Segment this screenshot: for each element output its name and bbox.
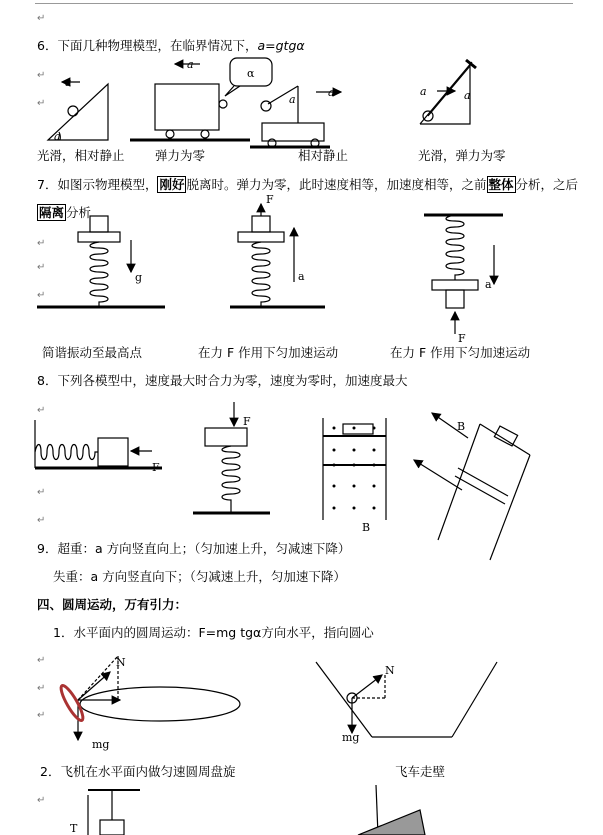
q7-box-zheng-ti: 整体 [488,177,514,192]
paragraph-mark: ↵ [37,515,46,526]
q7-caption-2: 在力 F 作用下匀加速运动 [198,345,339,360]
section4-item2-right: 飞车走壁 [395,764,446,779]
paragraph-mark: ↵ [37,487,46,498]
q8-label-F2: F [243,415,251,428]
q8-label-B1: B [362,521,371,534]
q6-title-text: 6．下面几种物理模型，在临界情况下， [37,38,258,53]
s4-label-T: T [70,822,78,835]
q6-formula: a=gtgα [257,38,305,53]
q6-label-a2: a [187,58,194,71]
q6-caption-3: 相对静止 [298,148,349,163]
paragraph-mark: ↵ [37,70,46,81]
q7-label-F2: F [458,332,466,345]
paragraph-mark: ↵ [37,405,46,416]
paragraph-mark: ↵ [37,683,46,694]
q7-hanging-spring-diagram [424,215,503,334]
q7-spring-block-diagram-2 [230,204,325,307]
q8-rails-field-diagram [323,418,386,520]
q6-caption-1: 光滑，相对静止 [37,148,125,163]
s4-label-mg2: mg [342,731,360,744]
s4-wall-ride-diagram [358,785,425,835]
q6-label-a3: a [328,86,335,99]
item1-alpha: α [253,625,262,640]
q7-label-g: g [135,271,143,284]
s4-conical-pendulum-diagram [58,656,240,740]
q7-title-pre: 7．如图示物理模型， [37,177,158,192]
q7-box-gang-hao: 刚好 [159,177,185,192]
q7-label-F1: F [266,193,274,206]
q6-label-a4: a [420,85,427,98]
q9-line1: 9．超重：a 方向竖直向上；（匀加速上升，匀减速下降） [37,541,351,556]
q6-label-alpha2: α [247,67,255,80]
q7-title-mid: 脱离时。弹力为零，此时速度相等，加速度相等，之前 [186,177,487,192]
q6-label-a1: a [65,76,72,89]
paragraph-mark: ↵ [37,710,46,721]
q9-line2: 失重：a 方向竖直向下；（匀减速上升，匀加速下降） [53,569,346,584]
q7-label-a2: a [485,278,492,291]
s4-label-N1: N [116,656,126,669]
paragraph-mark: ↵ [37,98,46,109]
paragraph-mark: ↵ [37,655,46,666]
q7-title-post: 分析，之后 [515,177,579,192]
s4-ball-in-cone-diagram [316,662,497,737]
q7-caption-3: 在力 F 作用下匀加速运动 [390,345,531,360]
q8-label-B2: B [457,420,466,433]
q6-label-alpha1: a [54,130,61,143]
q7-label-a1: a [298,270,305,283]
section4-heading: 四、圆周运动，万有引力： [37,597,188,612]
q7-box-ge-li: 隔离 [39,205,65,220]
paragraph-mark: ↵ [37,13,46,24]
q8-inclined-rails-diagram [414,413,530,560]
q8-vertical-spring-diagram [193,402,270,513]
q7-title-end: 分析 [66,205,92,220]
q7-caption-1: 简谐振动至最高点 [42,345,143,360]
s4-label-mg1: mg [92,738,110,751]
q8-label-F1: F [152,461,160,474]
paragraph-mark: ↵ [37,238,46,249]
q8-title: 8．下列各模型中，速度最大时合力为零，速度为零时，加速度最大 [37,373,408,388]
paragraph-mark: ↵ [37,262,46,273]
section4-item2-left: 2．飞机在水平面内做匀速圆周盘旋 [40,764,236,779]
item1-pre: 1．水平面内的圆周运动：F=mg tg [53,625,254,640]
paragraph-mark: ↵ [37,795,46,806]
q7-spring-block-diagram-1 [37,216,165,307]
item1-post: 方向水平，指向圆心 [261,625,374,640]
q8-field-dots [333,427,376,510]
q6-caption-4: 光滑，弹力为零 [418,148,506,163]
q6-label-alpha3: a [289,93,296,106]
q8-horizontal-spring-diagram [35,420,162,468]
q6-caption-2: 弹力为零 [155,148,206,163]
paragraph-mark: ↵ [37,290,46,301]
s4-label-N2: N [385,664,395,677]
s4-hanging-object-diagram [88,790,140,835]
q6-label-a5: a [464,89,471,102]
